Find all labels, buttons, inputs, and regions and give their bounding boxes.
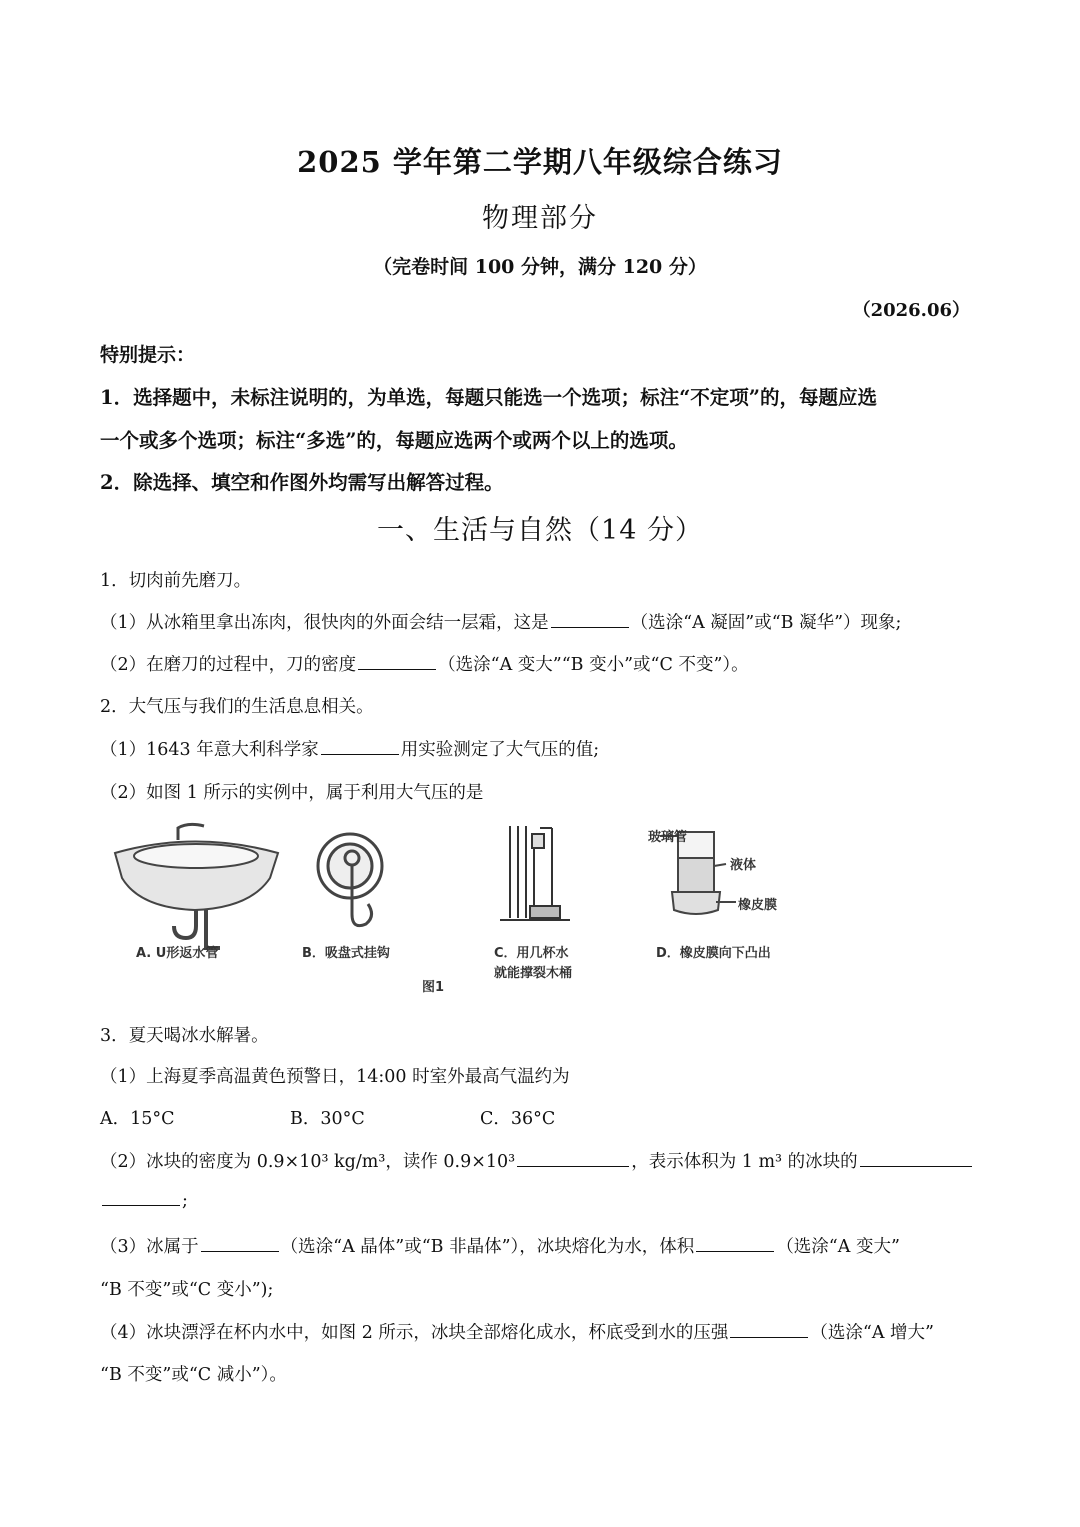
caption-d: D．橡皮膜向下凸出 [656,946,771,961]
q3-part-2-continued [100,1191,188,1211]
caption-c-line-2: 就能撑裂木桶 [494,966,573,981]
suction-hook-drawing [318,834,382,926]
q1-part-2 [100,651,749,676]
q1-part-2-text-b: （选涂“A 变大”“B 变小”或“C 不变”）。 [438,655,749,675]
q3-part-4 [100,1319,934,1344]
answer-blank[interactable] [730,1323,808,1338]
q3-part-2 [100,1148,974,1173]
q3-part-3-text-a: （3）冰属于 [100,1237,199,1257]
q3-part-3-continued: “B 不变”或“C 变小”); [100,1280,274,1300]
exam-title: 2025 学年第二学期八年级综合练习 [297,145,783,179]
q1-part-1-text-a: （1）从冰箱里拿出冻肉，很快肉的外面会结一层霜，这是 [100,613,549,633]
answer-blank[interactable] [321,740,399,755]
label-liquid: 液体 [730,858,757,873]
answer-blank[interactable] [696,1237,774,1252]
time-note: （完卷时间 100 分钟，满分 120 分） [373,256,707,278]
q3-stem: 3．夏天喝冰水解暑。 [100,1026,269,1046]
figure-1-drawings [100,818,800,998]
washbasin-drawing [115,824,278,948]
q3-option-b[interactable]: B．30°C [290,1109,365,1129]
q1-part-1-text-b: （选涂“A 凝固”或“B 凝华”）现象; [630,613,902,633]
tips-heading: 特别提示： [100,344,196,366]
q3-part-3-text-b: （选涂“A 晶体”或“B 非晶体”），冰块熔化为水，体积 [280,1237,695,1257]
caption-a: A. U形返水管 [136,946,219,961]
tip-1-line-2: 一个或多个选项；标注“多选”的，每题应选两个或两个以上的选项。 [100,429,688,452]
q3-part-2-text-b: ，表示体积为 1 m³ 的冰块的 [631,1152,858,1172]
q2-part-2: （2）如图 1 所示的实例中，属于利用大气压的是 [100,783,484,803]
q2-stem: 2．大气压与我们的生活息息相关。 [100,697,374,717]
figure-label: 图1 [422,980,445,995]
answer-blank[interactable] [201,1237,279,1252]
q3-part-2-text-a: （2）冰块的密度为 0.9×10³ kg/m³，读作 0.9×10³ [100,1152,516,1172]
answer-blank[interactable] [102,1191,180,1206]
q3-part-2-text-c: ; [182,1191,188,1211]
answer-blank[interactable] [860,1152,972,1167]
q1-stem: 1．切肉前先磨刀。 [100,571,252,591]
q3-part-1: （1）上海夏季高温黄色预警日，14:00 时室外最高气温约为 [100,1067,570,1087]
caption-c-line-1: C．用几杯水 [494,946,569,961]
q1-part-1 [100,609,901,634]
q3-part-4-continued: “B 不变”或“C 减小”）。 [100,1365,287,1385]
answer-blank[interactable] [358,655,436,670]
tip-1-line-1: 1．选择题中，未标注说明的，为单选，每题只能选一个选项；标注“不定项”的，每题应选 [100,386,878,409]
label-membrane: 橡皮膜 [738,898,778,913]
answer-blank[interactable] [517,1152,629,1167]
figure-1 [100,818,800,998]
q2-part-1-text-a: （1）1643 年意大利科学家 [100,740,319,760]
q2-part-1 [100,736,599,761]
section-heading: 一、生活与自然（14 分） [377,515,703,546]
q2-part-1-text-b: 用实验测定了大气压的值; [400,740,600,760]
q3-part-4-text-b: （选涂“A 增大” [810,1323,934,1343]
caption-b: B．吸盘式挂钩 [302,946,390,961]
answer-blank[interactable] [551,613,629,628]
barrel-drawing [500,826,570,920]
q3-part-3 [100,1233,900,1258]
exam-date: （2026.06） [852,300,970,321]
q3-option-a[interactable]: A．15°C [100,1109,175,1129]
exam-subtitle: 物理部分 [482,203,598,234]
q3-option-c[interactable]: C．36°C [480,1109,556,1129]
label-glass-tube: 玻璃管 [648,830,688,845]
q3-part-3-text-c: （选涂“A 变大” [776,1237,900,1257]
q3-part-4-text-a: （4）冰块漂浮在杯内水中，如图 2 所示，冰块全部熔化成水，杯底受到水的压强 [100,1323,729,1343]
q1-part-2-text-a: （2）在磨刀的过程中，刀的密度 [100,655,357,675]
tip-2: 2．除选择、填空和作图外均需写出解答过程。 [100,471,504,494]
